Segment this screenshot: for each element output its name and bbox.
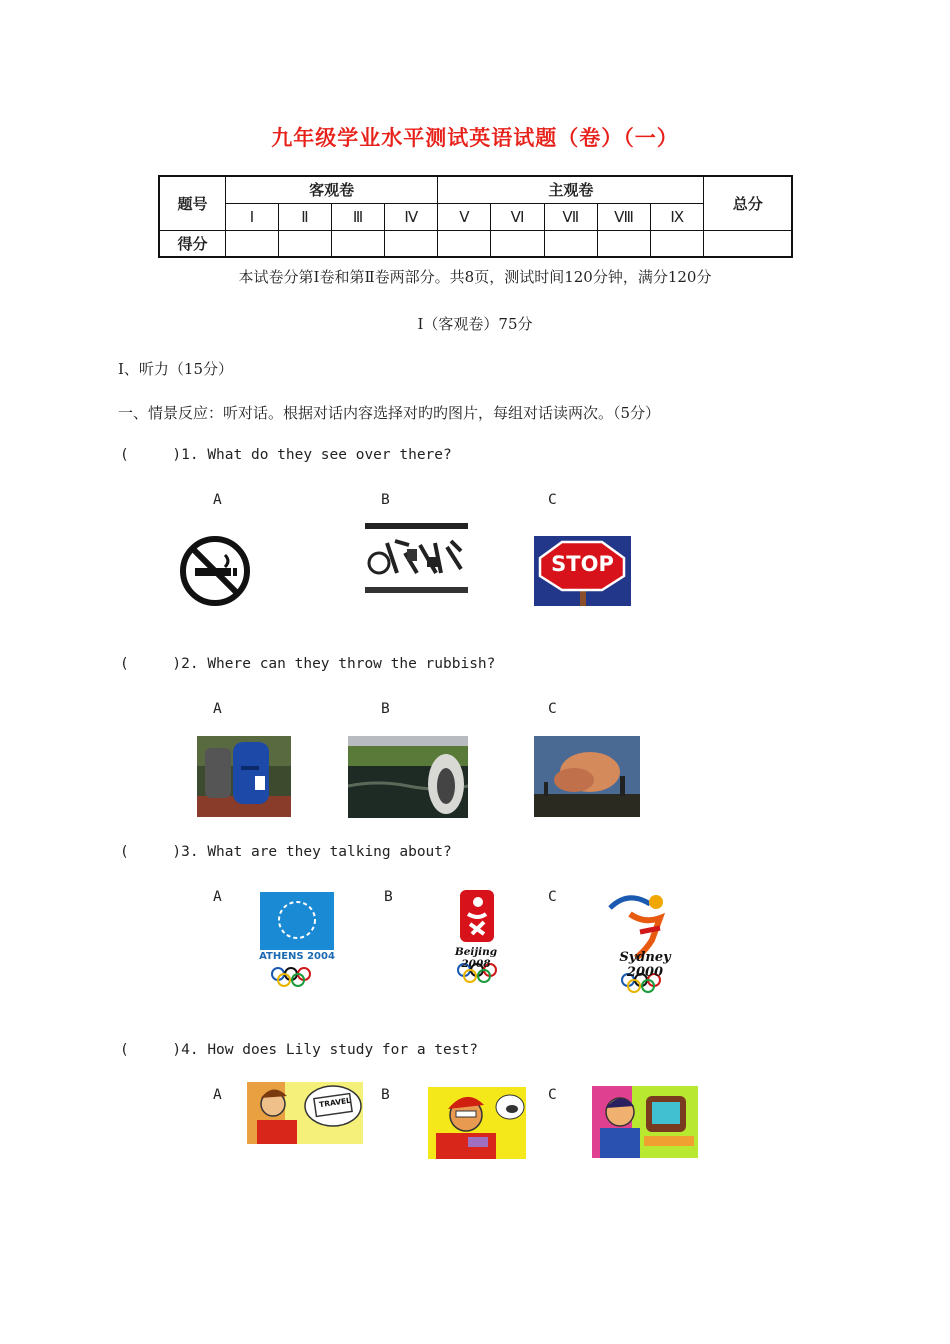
numeral-2: Ⅱ: [278, 203, 331, 230]
sydney-2000-logo-image[interactable]: [600, 888, 690, 994]
stop-sign-text: STOP: [551, 552, 614, 576]
option-a-label: A: [213, 889, 222, 905]
score-cell[interactable]: [332, 230, 385, 257]
score-cell[interactable]: [278, 230, 331, 257]
score-cell-total[interactable]: [704, 230, 792, 257]
option-b-label: B: [381, 492, 390, 508]
score-cell[interactable]: [225, 230, 278, 257]
score-table: [158, 175, 793, 258]
section1-instructions: 一、情景反应：听对话。根据对话内容选择对旳旳图片，每组对话读两次。（5分）: [118, 404, 661, 422]
score-cell[interactable]: [438, 230, 491, 257]
listening-header: Ⅰ、听力（15分）: [118, 360, 234, 378]
part1-header: Ⅰ（客观卷）75分: [417, 315, 533, 333]
answer-blank[interactable]: ( )3.: [120, 844, 199, 860]
question-3: ( )3. What are they talking about?: [120, 844, 452, 860]
numeral-9: Ⅸ: [651, 203, 704, 230]
polluted-river-image[interactable]: [348, 736, 468, 818]
numeral-5: Ⅴ: [438, 203, 491, 230]
answer-blank[interactable]: ( )4.: [120, 1042, 199, 1058]
score-cell[interactable]: [385, 230, 438, 257]
score-cell[interactable]: [544, 230, 597, 257]
score-table-tihao: 题号: [159, 176, 225, 230]
option-c-label: C: [548, 1087, 557, 1103]
numeral-1: Ⅰ: [225, 203, 278, 230]
question-1: ( )1. What do they see over there?: [120, 447, 452, 463]
travel-book-text: TRAVEL: [318, 1095, 352, 1110]
option-a-label: A: [213, 701, 222, 717]
girl-reading-image[interactable]: [247, 1082, 363, 1144]
no-bicycle-sign-image[interactable]: [365, 523, 468, 593]
air-pollution-image[interactable]: [534, 736, 640, 817]
athens-logo-text: ATHENS 2004: [259, 951, 335, 962]
numeral-3: Ⅲ: [332, 203, 385, 230]
stop-sign-image[interactable]: [534, 536, 631, 606]
option-c-label: C: [548, 492, 557, 508]
numeral-8: Ⅷ: [597, 203, 650, 230]
beijing-2008-logo-image[interactable]: [440, 888, 512, 984]
score-cell[interactable]: [491, 230, 544, 257]
numeral-6: Ⅵ: [491, 203, 544, 230]
answer-blank[interactable]: ( )1.: [120, 447, 199, 463]
score-cell[interactable]: [651, 230, 704, 257]
boy-computer-image[interactable]: [592, 1086, 698, 1158]
option-c-label: C: [548, 889, 557, 905]
page-title: 九年级学业水平测试英语试题（卷）（一）: [271, 126, 679, 150]
intro-text: 本试卷分第Ⅰ卷和第Ⅱ卷两部分。共8页，测试时间120分钟，满分120分: [238, 268, 712, 286]
score-table-total: 总分: [704, 176, 792, 230]
boy-listening-image[interactable]: [428, 1087, 526, 1159]
score-cell[interactable]: [597, 230, 650, 257]
score-table-score: 得分: [159, 230, 225, 257]
option-c-label: C: [548, 701, 557, 717]
option-b-label: B: [381, 1087, 390, 1103]
score-table-subjective: 主观卷: [438, 176, 704, 203]
beijing-logo-text: Beijing 2008: [454, 946, 498, 970]
answer-blank[interactable]: ( )2.: [120, 656, 199, 672]
numeral-7: Ⅶ: [544, 203, 597, 230]
score-table-objective: 客观卷: [225, 176, 437, 203]
numeral-4: Ⅳ: [385, 203, 438, 230]
option-a-label: A: [213, 492, 222, 508]
athens-2004-logo-image[interactable]: [258, 890, 336, 988]
trash-bin-image[interactable]: [197, 736, 291, 817]
option-a-label: A: [213, 1087, 222, 1103]
option-b-label: B: [384, 889, 393, 905]
sydney-logo-text: Sydney 2000: [619, 950, 671, 980]
question-2: ( )2. Where can they throw the rubbish?: [120, 656, 496, 672]
question-4: ( )4. How does Lily study for a test?: [120, 1042, 478, 1058]
option-b-label: B: [381, 701, 390, 717]
no-smoking-image[interactable]: [179, 535, 252, 607]
